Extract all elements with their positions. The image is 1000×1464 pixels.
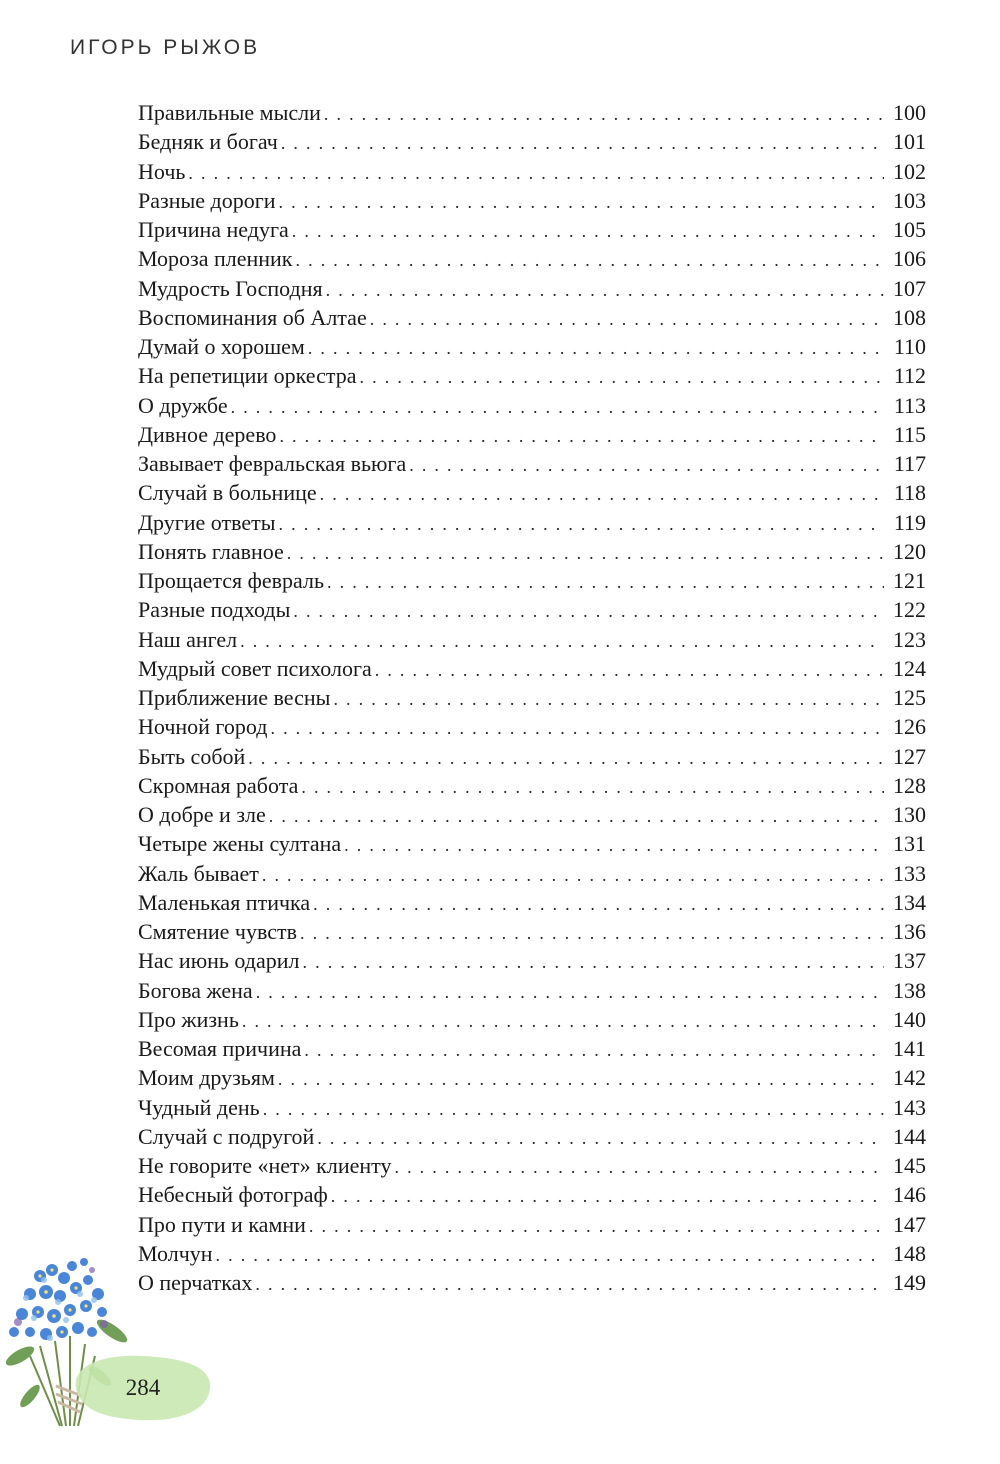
toc-entry bbox=[138, 742, 926, 771]
toc-leader-dots bbox=[324, 100, 884, 129]
toc-leader-dots bbox=[394, 1153, 884, 1182]
toc-entry-title: Наш ангел bbox=[138, 626, 238, 652]
toc-leader-dots bbox=[375, 656, 884, 685]
toc-entry-page: 144 bbox=[893, 1123, 926, 1149]
toc-entry-page: 141 bbox=[893, 1036, 926, 1061]
toc-entry-page: 118 bbox=[893, 480, 926, 506]
toc-entry-page: 120 bbox=[893, 538, 926, 564]
toc-entry bbox=[138, 625, 926, 654]
toc-entry bbox=[138, 595, 926, 624]
toc-entry-page: 123 bbox=[893, 626, 926, 652]
toc-leader-dots bbox=[292, 217, 884, 246]
toc-leader-dots bbox=[269, 802, 884, 831]
toc-entry-page: 147 bbox=[893, 1211, 926, 1237]
toc-entry-title: Четыре жены султана bbox=[138, 831, 342, 857]
toc-entry-page: 143 bbox=[893, 1094, 926, 1120]
toc-entry bbox=[138, 771, 926, 800]
toc-entry-title: О добре и зле bbox=[138, 802, 266, 827]
toc-entry-title: Понять главное bbox=[138, 538, 284, 564]
toc-leader-dots bbox=[327, 568, 884, 597]
toc-entry bbox=[138, 274, 926, 303]
toc-leader-dots bbox=[270, 714, 884, 743]
toc-entry-page: 140 bbox=[893, 1006, 926, 1032]
toc-entry-page: 145 bbox=[893, 1153, 926, 1178]
toc-entry-title: Скромная работа bbox=[138, 772, 299, 798]
toc-entry-page: 128 bbox=[893, 772, 926, 798]
toc-entry-title: Ночной город bbox=[138, 714, 268, 740]
toc-entry-page: 113 bbox=[893, 392, 926, 418]
toc-leader-dots bbox=[331, 1182, 884, 1211]
toc-leader-dots bbox=[300, 919, 884, 948]
toc-entry bbox=[138, 361, 926, 390]
toc-entry-page: 105 bbox=[893, 217, 926, 242]
toc-entry-page: 112 bbox=[893, 363, 926, 389]
toc-leader-dots bbox=[304, 1036, 884, 1065]
toc-entry-title: Маленькая птичка bbox=[138, 889, 311, 915]
toc-entry-title: Богова жена bbox=[138, 977, 253, 1003]
running-header: ИГОРЬ РЫЖОВ bbox=[70, 36, 261, 59]
toc-entry-title: Быть собой bbox=[138, 743, 246, 769]
toc-entry bbox=[138, 1093, 926, 1122]
toc-entry bbox=[138, 332, 926, 361]
toc-entry bbox=[138, 157, 926, 186]
toc-entry-title: Мороза пленник bbox=[138, 246, 293, 272]
toc-leader-dots bbox=[263, 1095, 884, 1124]
toc-entry-title: На репетиции оркестра bbox=[138, 363, 357, 389]
toc-entry-page: 127 bbox=[893, 743, 926, 769]
toc-leader-dots bbox=[308, 334, 884, 363]
toc-entry bbox=[138, 1268, 926, 1297]
toc-entry bbox=[138, 829, 926, 858]
toc-entry-title: Приближение весны bbox=[138, 685, 331, 710]
toc-entry-title: Чудный день bbox=[138, 1094, 260, 1120]
toc-entry-title: Правильные мысли bbox=[138, 100, 321, 125]
toc-entry bbox=[138, 1180, 926, 1209]
toc-entry bbox=[138, 917, 926, 946]
toc-entry-title: О дружбе bbox=[138, 392, 228, 418]
toc-entry-title: Другие ответы bbox=[138, 509, 276, 535]
toc-leader-dots bbox=[216, 1241, 884, 1270]
toc-leader-dots bbox=[313, 890, 884, 919]
toc-entry bbox=[138, 888, 926, 917]
toc-entry bbox=[138, 186, 926, 215]
toc-entry-title: Разные дороги bbox=[138, 187, 276, 213]
toc-entry-page: 138 bbox=[893, 977, 926, 1003]
toc-entry-page: 133 bbox=[893, 860, 926, 886]
toc-entry-page: 122 bbox=[893, 597, 926, 623]
toc-entry-page: 115 bbox=[893, 421, 926, 447]
toc-leader-dots bbox=[188, 159, 884, 188]
toc-entry-title: Случай в больнице bbox=[138, 480, 317, 506]
toc-leader-dots bbox=[242, 1007, 884, 1036]
toc-entry-title: Прощается февраль bbox=[138, 568, 325, 593]
toc-entry bbox=[138, 537, 926, 566]
toc-entry bbox=[138, 683, 926, 712]
toc-entry bbox=[138, 303, 926, 332]
toc-entry-page: 117 bbox=[893, 451, 926, 476]
toc-entry-page: 149 bbox=[893, 1270, 926, 1295]
toc-entry-title: Про жизнь bbox=[138, 1006, 239, 1032]
toc-leader-dots bbox=[296, 246, 885, 275]
toc-entry-title: Думай о хорошем bbox=[138, 334, 305, 359]
toc-leader-dots bbox=[248, 744, 884, 773]
toc-entry-title: Жаль бывает bbox=[138, 860, 259, 886]
toc-entry bbox=[138, 712, 926, 741]
toc-entry-page: 121 bbox=[893, 568, 926, 593]
toc-leader-dots bbox=[309, 1212, 884, 1241]
toc-entry-page: 102 bbox=[893, 158, 926, 184]
toc-entry-title: Мудрость Господня bbox=[138, 275, 323, 301]
toc-entry-title: Завывает февральская вьюга bbox=[138, 451, 407, 476]
toc-entry-page: 107 bbox=[893, 275, 926, 301]
toc-entry bbox=[138, 391, 926, 420]
page-number: 284 bbox=[125, 1375, 161, 1400]
toc-entry bbox=[138, 127, 926, 156]
toc-entry bbox=[138, 1034, 926, 1063]
toc-leader-dots bbox=[320, 480, 884, 509]
toc-entry-title: Смятение чувств bbox=[138, 919, 297, 944]
toc-entry-title: Разные подходы bbox=[138, 597, 291, 623]
toc-entry-page: 101 bbox=[893, 129, 926, 155]
toc-entry-title: Дивное дерево bbox=[138, 421, 277, 447]
toc-entry-page: 106 bbox=[893, 246, 926, 272]
toc-entry bbox=[138, 1151, 926, 1180]
toc-leader-dots bbox=[278, 1065, 884, 1094]
toc-entry bbox=[138, 478, 926, 507]
toc-entry bbox=[138, 98, 926, 127]
toc-leader-dots bbox=[256, 978, 884, 1007]
toc-entry bbox=[138, 566, 926, 595]
toc-entry-title: Про пути и камни bbox=[138, 1211, 306, 1237]
toc-leader-dots bbox=[240, 627, 884, 656]
toc-entry bbox=[138, 800, 926, 829]
toc-leader-dots bbox=[262, 861, 884, 890]
table-of-contents bbox=[138, 98, 926, 1297]
toc-entry-page: 130 bbox=[893, 802, 926, 827]
toc-leader-dots bbox=[333, 685, 884, 714]
toc-entry-page: 126 bbox=[893, 714, 926, 740]
toc-leader-dots bbox=[317, 1124, 884, 1153]
toc-leader-dots bbox=[344, 831, 884, 860]
toc-entry bbox=[138, 449, 926, 478]
toc-leader-dots bbox=[293, 597, 884, 626]
page-number-badge bbox=[66, 1350, 216, 1426]
toc-leader-dots bbox=[279, 422, 884, 451]
toc-entry bbox=[138, 1239, 926, 1268]
toc-leader-dots bbox=[301, 773, 884, 802]
toc-entry-title: Мудрый совет психолога bbox=[138, 655, 372, 681]
toc-leader-dots bbox=[279, 510, 884, 539]
toc-entry-title: Бедняк и богач bbox=[138, 129, 278, 155]
toc-leader-dots bbox=[287, 539, 884, 568]
toc-entry bbox=[138, 244, 926, 273]
toc-entry bbox=[138, 1210, 926, 1239]
toc-entry-title: Небесный фотограф bbox=[138, 1182, 328, 1208]
toc-entry bbox=[138, 946, 926, 975]
toc-entry-title: Случай с подругой bbox=[138, 1123, 315, 1149]
toc-entry-title: Не говорите «нет» клиенту bbox=[138, 1153, 392, 1178]
toc-entry-page: 124 bbox=[893, 655, 926, 681]
toc-entry-page: 134 bbox=[893, 889, 926, 915]
toc-entry-title: Ночь bbox=[138, 158, 186, 184]
toc-entry-title: Молчун bbox=[138, 1240, 213, 1266]
toc-entry-page: 146 bbox=[893, 1182, 926, 1208]
toc-entry bbox=[138, 1063, 926, 1092]
toc-entry-page: 137 bbox=[893, 948, 926, 974]
toc-leader-dots bbox=[231, 393, 884, 422]
toc-entry-title: Причина недуга bbox=[138, 217, 289, 242]
toc-entry bbox=[138, 859, 926, 888]
toc-leader-dots bbox=[303, 948, 884, 977]
toc-entry-title: Нас июнь одарил bbox=[138, 948, 300, 974]
toc-entry bbox=[138, 215, 926, 244]
toc-entry-page: 142 bbox=[893, 1065, 926, 1091]
toc-entry-title: Воспоминания об Алтае bbox=[138, 304, 367, 330]
toc-entry bbox=[138, 976, 926, 1005]
toc-entry-page: 103 bbox=[893, 187, 926, 213]
toc-entry bbox=[138, 420, 926, 449]
toc-entry-page: 110 bbox=[893, 334, 926, 359]
toc-entry bbox=[138, 508, 926, 537]
toc-entry bbox=[138, 1122, 926, 1151]
toc-entry-title: О перчатках bbox=[138, 1270, 253, 1295]
toc-leader-dots bbox=[326, 276, 884, 305]
toc-leader-dots bbox=[360, 363, 884, 392]
toc-entry-page: 125 bbox=[893, 685, 926, 710]
toc-leader-dots bbox=[370, 305, 884, 334]
toc-leader-dots bbox=[279, 188, 885, 217]
toc-entry bbox=[138, 654, 926, 683]
toc-entry-page: 148 bbox=[893, 1240, 926, 1266]
toc-entry-page: 119 bbox=[893, 509, 926, 535]
toc-entry-page: 100 bbox=[893, 100, 926, 125]
toc-leader-dots bbox=[281, 129, 884, 158]
toc-entry-title: Весомая причина bbox=[138, 1036, 302, 1061]
toc-entry-page: 131 bbox=[893, 831, 926, 857]
toc-leader-dots bbox=[255, 1270, 884, 1299]
toc-entry-page: 136 bbox=[893, 919, 926, 944]
toc-entry-title: Моим друзьям bbox=[138, 1065, 275, 1091]
toc-leader-dots bbox=[409, 451, 884, 480]
toc-entry-page: 108 bbox=[893, 304, 926, 330]
toc-entry bbox=[138, 1005, 926, 1034]
